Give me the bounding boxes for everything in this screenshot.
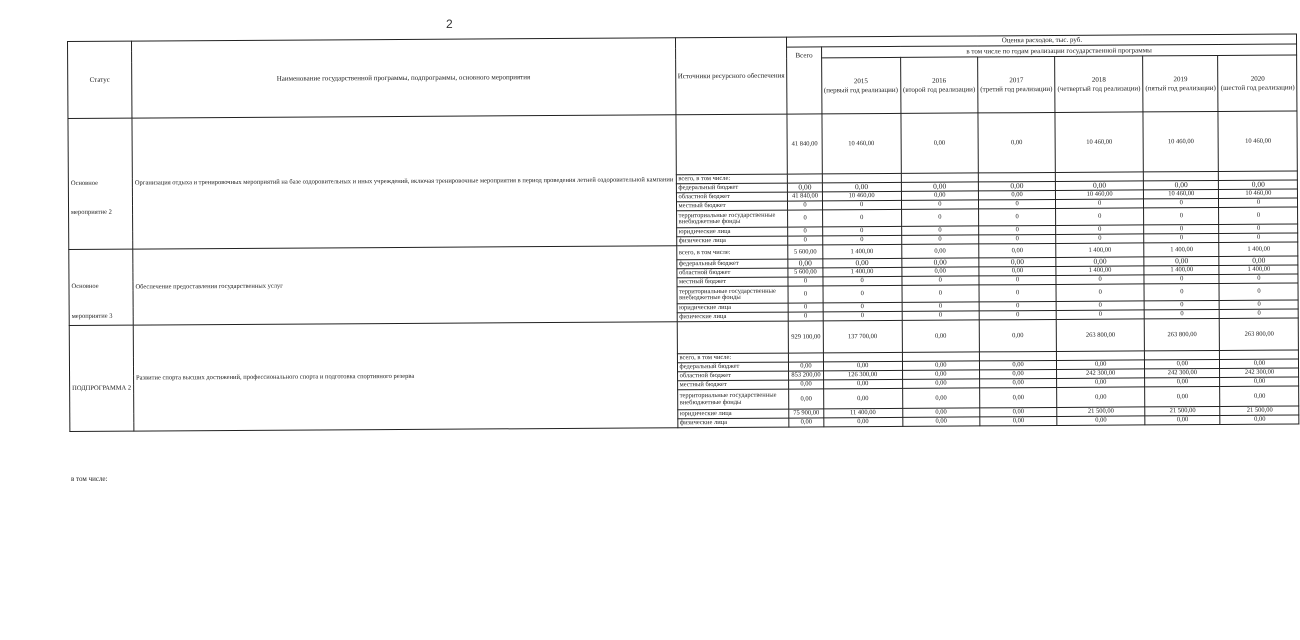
- value-cell: 0: [823, 302, 902, 311]
- value-cell: 0: [1056, 208, 1144, 226]
- value-cell: 21 500,00: [1145, 406, 1220, 415]
- value-cell: 10 460,00: [1055, 112, 1143, 173]
- value-cell: 0: [1144, 233, 1219, 242]
- value-cell: 0: [902, 285, 979, 302]
- status-line-1: Основное: [71, 282, 99, 290]
- value-cell: 0: [1220, 309, 1299, 318]
- value-cell: 0,00: [823, 388, 902, 408]
- header-year-2018: [1055, 56, 1143, 113]
- value-cell: 0: [823, 285, 902, 302]
- value-cell: 0,00: [1219, 256, 1298, 265]
- value-cell: 0,00: [979, 266, 1056, 275]
- value-cell: 0,00: [789, 418, 823, 427]
- value-cell: 0: [1144, 283, 1220, 300]
- value-cell: 0,00: [1219, 180, 1298, 189]
- value-cell: [902, 352, 979, 361]
- value-cell: 0: [822, 200, 901, 209]
- header-year-note: (пятый год реализации): [1145, 83, 1216, 92]
- value-cell: 0: [901, 226, 978, 235]
- source-cell: [677, 321, 789, 354]
- value-cell: 0,00: [901, 113, 979, 173]
- value-cell: 0,00: [1220, 415, 1299, 424]
- value-cell: 0: [979, 275, 1056, 284]
- header-year-note: (первый год реализации): [823, 85, 898, 94]
- value-cell: 10 460,00: [1219, 189, 1298, 198]
- header-estimate: Оценка расходов, тыс. руб.: [787, 34, 1297, 47]
- budget-table: [67, 33, 1300, 432]
- value-cell: 0,00: [789, 380, 823, 389]
- value-cell: 10 460,00: [1218, 111, 1297, 171]
- value-cell: [789, 353, 823, 362]
- value-cell: 75 900,00: [789, 409, 823, 418]
- source-cell: всего, в том числе:: [676, 174, 788, 184]
- value-cell: 0: [902, 311, 979, 320]
- value-cell: 0: [979, 234, 1056, 243]
- value-cell: 11 400,00: [823, 408, 902, 417]
- value-cell: 0,00: [901, 191, 978, 200]
- value-cell: 41 840,00: [787, 114, 822, 174]
- header-year-value: 2017: [1009, 75, 1024, 84]
- source-cell: юридические лица: [676, 227, 788, 237]
- value-cell: 0: [788, 201, 822, 210]
- value-cell: 0: [788, 227, 822, 236]
- value-cell: 0,00: [978, 190, 1055, 199]
- value-cell: 0: [823, 311, 902, 320]
- value-cell: 0: [1144, 274, 1219, 283]
- value-cell: 242 300,00: [1220, 368, 1299, 377]
- value-cell: 0,00: [1143, 180, 1218, 189]
- header-year-note: (четвертый год реализации): [1057, 83, 1141, 93]
- value-cell: 0,00: [979, 319, 1056, 351]
- value-cell: 0: [1219, 233, 1298, 242]
- source-cell: федеральный бюджет: [677, 362, 789, 372]
- value-cell: 0,00: [1220, 377, 1299, 386]
- value-cell: 0,00: [901, 258, 978, 267]
- value-cell: 1 400,00: [1219, 265, 1298, 274]
- header-year-note: (второй год реализации): [902, 84, 976, 94]
- header-year-2017: [978, 56, 1056, 112]
- value-cell: 0,00: [978, 112, 1056, 172]
- value-cell: 0,00: [902, 320, 979, 352]
- value-cell: 0,00: [978, 181, 1055, 190]
- value-cell: 0,00: [980, 387, 1057, 407]
- value-cell: 0,00: [1056, 257, 1144, 267]
- value-cell: 137 700,00: [823, 320, 902, 352]
- value-cell: 0: [902, 302, 979, 311]
- source-cell: физические лица: [677, 418, 789, 428]
- source-cell: местный бюджет: [677, 380, 789, 390]
- value-cell: 0: [1056, 199, 1144, 209]
- value-cell: 0,00: [902, 388, 979, 408]
- value-cell: 0,00: [902, 408, 979, 417]
- value-cell: 126 300,00: [823, 370, 902, 379]
- value-cell: 0: [1220, 300, 1299, 309]
- value-cell: 0,00: [1220, 359, 1299, 368]
- block-status: [69, 249, 133, 325]
- value-cell: [1144, 350, 1219, 359]
- value-cell: 0: [788, 303, 822, 312]
- value-cell: 1 400,00: [1219, 242, 1298, 256]
- header-year-value: 2020: [1250, 74, 1265, 83]
- source-cell: территориальные государственные внебюджетные фонды: [676, 210, 788, 228]
- value-cell: 0: [901, 235, 978, 244]
- value-cell: 0,00: [1057, 416, 1145, 426]
- value-cell: 41 840,00: [788, 192, 822, 201]
- source-cell: всего, в том числе:: [677, 353, 789, 363]
- value-cell: 0,00: [980, 407, 1057, 416]
- value-cell: 0: [1219, 207, 1298, 224]
- source-cell: юридические лица: [677, 303, 789, 313]
- value-cell: 0: [1144, 207, 1220, 224]
- value-cell: 0,00: [789, 362, 823, 371]
- value-cell: 0,00: [788, 183, 822, 192]
- footer-note: в том числе:: [71, 475, 108, 483]
- source-cell: [675, 114, 787, 175]
- value-cell: 0: [979, 284, 1056, 301]
- source-cell: областной бюджет: [676, 268, 788, 278]
- header-year-value: 2015: [853, 76, 868, 85]
- value-cell: 0,00: [901, 244, 978, 258]
- status-line-1: ПОДПРОГРАММА 2: [72, 384, 132, 392]
- value-cell: 263 800,00: [1144, 318, 1220, 350]
- value-cell: 0: [979, 301, 1056, 310]
- value-cell: 0,00: [980, 378, 1057, 387]
- value-cell: 0,00: [1057, 387, 1145, 408]
- source-cell: территориальные государственные внебюджетные фонды: [677, 389, 789, 410]
- block-name: Развитие спорта высших достижений, профессионального спорта и подготовка спортивного резерва: [133, 322, 677, 431]
- header-year-note: (шестой год реализации): [1220, 83, 1295, 92]
- value-cell: 1 400,00: [823, 267, 902, 276]
- value-cell: 0,00: [979, 257, 1056, 266]
- table-row: [68, 111, 1298, 179]
- value-cell: 0: [1144, 224, 1219, 233]
- value-cell: 0: [1219, 274, 1298, 283]
- value-cell: 0,00: [980, 416, 1057, 425]
- page-number: 2: [446, 17, 453, 31]
- value-cell: 0: [978, 208, 1055, 225]
- source-cell: федеральный бюджет: [676, 183, 788, 193]
- value-cell: 929 100,00: [789, 321, 823, 353]
- value-cell: [788, 174, 822, 183]
- value-cell: [823, 352, 902, 361]
- value-cell: 0: [901, 200, 978, 209]
- value-cell: 0: [823, 276, 902, 285]
- value-cell: 0,00: [789, 389, 823, 409]
- value-cell: 5 600,00: [788, 268, 822, 277]
- value-cell: 0: [979, 310, 1056, 319]
- value-cell: 0: [1144, 309, 1219, 318]
- value-cell: 21 500,00: [1220, 406, 1299, 415]
- value-cell: 0,00: [1145, 386, 1221, 406]
- value-cell: 0: [902, 276, 979, 285]
- value-cell: 10 460,00: [1056, 190, 1144, 200]
- value-cell: 242 300,00: [1057, 369, 1145, 379]
- source-cell: федеральный бюджет: [676, 259, 788, 269]
- value-cell: 0,00: [1145, 377, 1220, 386]
- header-sources: Источники ресурсного обеспечения: [675, 37, 787, 115]
- value-cell: 5 600,00: [788, 245, 822, 259]
- value-cell: 0,00: [902, 267, 979, 276]
- value-cell: 0: [979, 225, 1056, 234]
- block-status: [69, 325, 134, 431]
- source-cell: физические лица: [677, 312, 789, 322]
- value-cell: 21 500,00: [1057, 407, 1145, 417]
- value-cell: 0: [788, 236, 822, 245]
- value-cell: 0,00: [823, 417, 902, 426]
- value-cell: 0,00: [1145, 415, 1220, 424]
- value-cell: 263 800,00: [1056, 319, 1144, 352]
- source-cell: всего, в том числе:: [676, 245, 788, 260]
- value-cell: 853 200,00: [789, 371, 823, 380]
- value-cell: 0,00: [902, 379, 979, 388]
- header-year-2015: [821, 57, 900, 113]
- header-year-value: 2016: [932, 76, 947, 85]
- value-cell: 0: [822, 209, 901, 226]
- value-cell: 0: [1219, 198, 1298, 207]
- value-cell: 1 400,00: [822, 244, 901, 258]
- value-cell: 0: [1056, 275, 1144, 285]
- header-total: Всего: [787, 47, 822, 114]
- value-cell: 0: [978, 199, 1055, 208]
- value-cell: 0,00: [1145, 359, 1220, 368]
- value-cell: 0: [1056, 301, 1144, 311]
- value-cell: 0,00: [1057, 378, 1145, 388]
- header-year-value: 2018: [1091, 75, 1106, 84]
- value-cell: 0,00: [902, 417, 979, 426]
- value-cell: 0: [1056, 234, 1144, 244]
- value-cell: 10 460,00: [1143, 111, 1219, 171]
- value-cell: 0: [1056, 284, 1144, 302]
- value-cell: [1220, 350, 1299, 359]
- value-cell: 0,00: [901, 182, 978, 191]
- status-line-2: мероприятие 2: [71, 208, 112, 216]
- value-cell: 0: [1056, 225, 1144, 235]
- source-cell: территориальные государственные внебюджетные фонды: [677, 286, 789, 304]
- block-name: Организация отдыха и тренировочных мероприятий на базе оздоровительных и иных учреждений, включая тренировочные мероприятия в период проведения летней оздоровительной кампании: [132, 115, 676, 249]
- block-name: Обеспечение предоставления государственных услуг: [133, 246, 677, 325]
- value-cell: 0,00: [822, 182, 901, 191]
- value-cell: 1 400,00: [1056, 243, 1144, 258]
- source-cell: областной бюджет: [677, 371, 789, 381]
- header-name: Наименование государственной программы, подпрограммы, основного мероприятия: [131, 38, 675, 118]
- value-cell: 0: [1144, 300, 1219, 309]
- block-status: [68, 118, 133, 249]
- value-cell: 10 460,00: [1144, 189, 1219, 198]
- value-cell: 0,00: [1220, 386, 1299, 406]
- header-status: Статус: [68, 41, 132, 118]
- value-cell: 0: [901, 209, 978, 226]
- header-year-note: (третий год реализации): [980, 84, 1053, 93]
- header-by-years: в том числе по годам реализации государственной программы: [821, 44, 1297, 58]
- source-cell: юридические лица: [677, 409, 789, 419]
- value-cell: 0: [1219, 283, 1298, 300]
- value-cell: 0,00: [788, 259, 822, 268]
- value-cell: 0: [788, 286, 822, 303]
- value-cell: 0,00: [902, 370, 979, 379]
- source-cell: областной бюджет: [676, 192, 788, 202]
- header-year-2020: [1218, 55, 1297, 111]
- value-cell: 0: [1056, 310, 1144, 320]
- value-cell: 0,00: [1057, 360, 1145, 370]
- source-cell: местный бюджет: [676, 277, 788, 287]
- value-cell: 0,00: [823, 379, 902, 388]
- value-cell: 0,00: [979, 369, 1056, 378]
- source-cell: физические лица: [676, 236, 788, 246]
- value-cell: 0: [822, 235, 901, 244]
- header-year-2016: [900, 57, 978, 113]
- value-cell: 0,00: [823, 361, 902, 370]
- value-cell: 0: [788, 210, 822, 227]
- value-cell: [979, 351, 1056, 360]
- header-year-value: 2019: [1173, 74, 1188, 83]
- value-cell: 0: [789, 312, 823, 321]
- status-line-1: Основное: [70, 179, 98, 187]
- value-cell: 1 400,00: [1144, 242, 1219, 256]
- value-cell: 242 300,00: [1145, 368, 1220, 377]
- value-cell: 1 400,00: [1144, 265, 1219, 274]
- value-cell: 10 460,00: [822, 113, 901, 173]
- value-cell: 0: [822, 226, 901, 235]
- value-cell: 0: [788, 277, 822, 286]
- value-cell: 0,00: [979, 360, 1056, 369]
- value-cell: 1 400,00: [1056, 266, 1144, 276]
- value-cell: 0,00: [1144, 256, 1219, 265]
- value-cell: 0,00: [902, 361, 979, 370]
- header-year-2019: [1143, 55, 1219, 111]
- value-cell: 0,00: [822, 258, 901, 267]
- value-cell: 0,00: [1056, 181, 1144, 191]
- value-cell: 263 800,00: [1220, 318, 1299, 350]
- source-cell: местный бюджет: [676, 201, 788, 211]
- status-line-2: мероприятие 3: [71, 312, 113, 320]
- value-cell: 0,00: [979, 243, 1056, 257]
- value-cell: 0: [1144, 198, 1219, 207]
- value-cell: 0: [1219, 224, 1298, 233]
- value-cell: 10 460,00: [822, 191, 901, 200]
